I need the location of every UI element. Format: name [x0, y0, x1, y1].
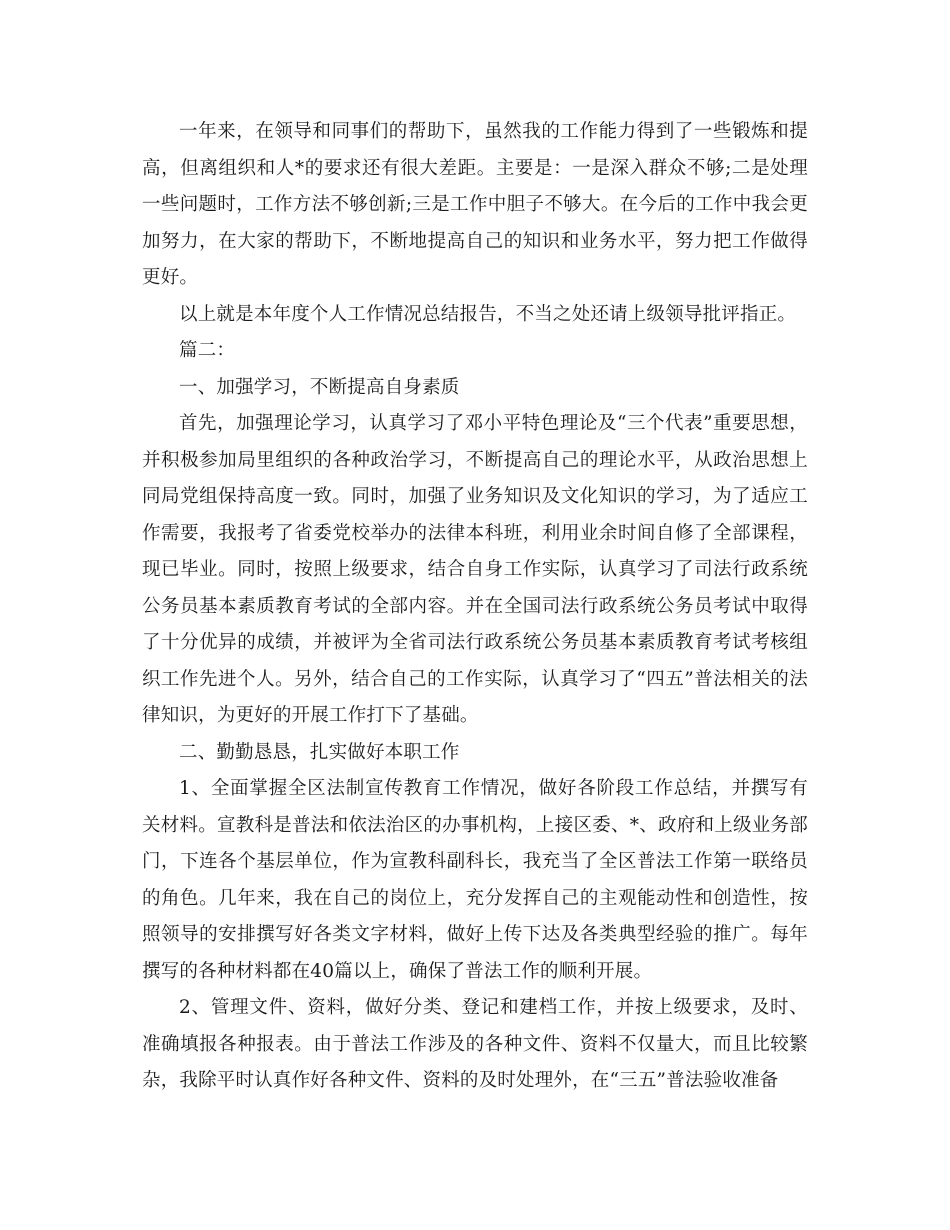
- paragraph-work-item-1: 1、全面掌握全区法制宣传教育工作情况，做好各阶段工作总结，并撰写有关材料。宣教科是普法和依法治区的办事机构，上接区委、*、政府和上级业务部门，下连各个基层单位，作为宣教科副科长，我充当了全区普法工作第一联络员的角色。几年来，我在自己的岗位上，充分发挥自己的主观能动性和创造性，按照领导的安排撰写好各类文字材料，做好上传下达及各类典型经验的推广。每年撰写的各种材料都在40篇以上，确保了普法工作的顺利开展。: [142, 778, 808, 982]
- paragraph-self-assessment: 一年来，在领导和同事们的帮助下，虽然我的工作能力得到了一些锻炼和提高，但离组织和人*的要求还有很大差距。主要是：一是深入群众不够;二是处理一些问题时，工作方法不够创新;三是工作中胆子不够大。在今后的工作中我会更加努力，在大家的帮助下，不断地提高自己的知识和业务水平，努力把工作做得更好。: [142, 121, 808, 288]
- section-heading-part-two: 篇二：: [179, 340, 236, 361]
- heading-diligent-work: 二、勤勤恳恳，扎实做好本职工作: [179, 741, 460, 763]
- paragraph-work-item-2: 2、管理文件、资料，做好分类、登记和建档工作，并按上级要求，及时、准确填报各种报表。由于普法工作涉及的各种文件、资料不仅量大，而且比较繁杂，我除平时认真作好各种文件、资料的及时处理外，在“三五”普法验收准备: [142, 997, 808, 1091]
- document-body: [142, 114, 808, 1100]
- heading-study: 一、加强学习，不断提高自身素质: [179, 376, 460, 398]
- paragraph-study-details: 首先，加强理论学习，认真学习了邓小平特色理论及“三个代表”重要思想，并积极参加局里组织的各种政治学习，不断提高自己的理论水平，从政治思想上同局党组保持高度一致。同时，加强了业务知识及文化知识的学习，为了适应工作需要，我报考了省委党校举办的法律本科班，利用业余时间自修了全部课程，现已毕业。同时，按照上级要求，结合自身工作实际，认真学习了司法行政系统公务员基本素质教育考试的全部内容。并在全国司法行政系统公务员考试中取得了十分优异的成绩，并被评为全省司法行政系统公务员基本素质教育考试考核组织工作先进个人。另外，结合自己的工作实际，认真学习了“四五”普法相关的法律知识，为更好的开展工作打下了基础。: [142, 413, 808, 726]
- paragraph-closing-remark: 以上就是本年度个人工作情况总结报告，不当之处还请上级领导批评指正。: [179, 303, 797, 325]
